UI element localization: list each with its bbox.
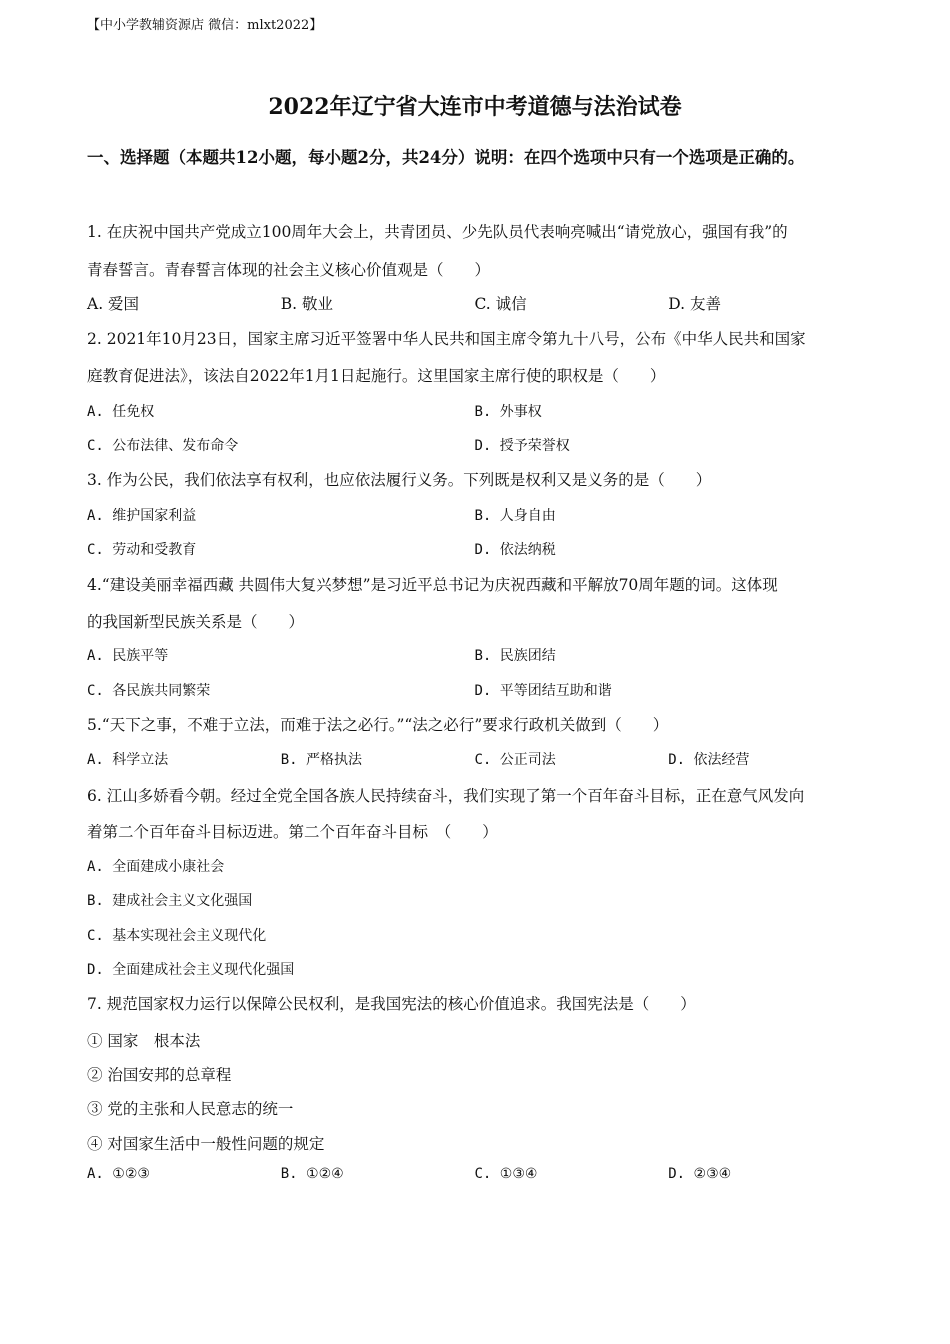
page-title: 2022年辽宁省大连市中考道德与法治试卷	[268, 94, 682, 120]
q4-options-row2	[87, 680, 862, 700]
q2-stem-line: 庭教育促进法》，该法自2022年1月1日起施行。这里国家主席行使的职权是（ ）	[87, 367, 666, 385]
q7-statement-3: ③ 党的主张和人民意志的统一	[87, 1100, 294, 1118]
q4-option-c: C. 各民族共同繁荣	[87, 683, 211, 699]
q1-stem-line: 1. 在庆祝中国共产党成立100周年大会上，共青团员、少先队员代表响亮喊出“请党放心，强国有我”的	[87, 223, 788, 241]
q6-stem-line: 6. 江山多娇看今朝。经过全党全国各族人民持续奋斗，我们实现了第一个百年奋斗目标，正在意气风发向	[87, 787, 805, 805]
q2-options-row1	[87, 401, 862, 421]
q5-option-b: B. 严格执法	[280, 752, 363, 768]
q1-option-d: D. 友善	[668, 295, 721, 313]
q1-stem-line: 青春誓言。青春誓言体现的社会主义核心价值观是（ ）	[87, 261, 491, 279]
q4-options-row1	[87, 645, 862, 665]
q7-option-b: B. ①②④	[280, 1166, 344, 1182]
q7-statement-4: ④ 对国家生活中一般性问题的规定	[87, 1135, 325, 1153]
q4-option-a: A. 民族平等	[87, 648, 169, 664]
q2-option-d: D. 授予荣誉权	[474, 438, 570, 454]
q6-option-b: B. 建成社会主义文化强国	[87, 893, 253, 909]
q3-option-d: D. 依法纳税	[474, 542, 556, 558]
q7-statement-2: ② 治国安邦的总章程	[87, 1066, 232, 1084]
q7-stem-line: 7. 规范国家权力运行以保障公民权利，是我国宪法的核心价值追求。我国宪法是（ ）	[87, 995, 696, 1013]
q3-options-row2	[87, 539, 862, 559]
q5-options	[87, 749, 862, 769]
q5-option-d: D. 依法经营	[668, 752, 750, 768]
q7-option-a: A. ①②③	[87, 1166, 150, 1182]
q4-option-b: B. 民族团结	[474, 648, 556, 664]
q1-option-a: A. 爱国	[87, 295, 140, 313]
q2-options-row2	[87, 435, 862, 455]
q6-stem-line: 着第二个百年奋斗目标迈进。第二个百年奋斗目标 （ ）	[87, 823, 498, 841]
q7-option-c: C. ①③④	[474, 1166, 538, 1182]
q3-options-row1	[87, 505, 862, 525]
q4-stem-line: 的我国新型民族关系是（ ）	[87, 613, 305, 631]
q1-option-b: B. 敬业	[280, 295, 333, 313]
q5-stem-line: 5.“天下之事，不难于立法，而难于法之必行。”“法之必行”要求行政机关做到（ ）	[87, 716, 669, 734]
q3-option-a: A. 维护国家利益	[87, 508, 197, 524]
q4-option-d: D. 平等团结互助和谐	[474, 683, 612, 699]
q5-option-a: A. 科学立法	[87, 752, 169, 768]
q3-option-b: B. 人身自由	[474, 508, 556, 524]
section-heading: 一、选择题（本题共12小题，每小题2分，共24分）说明：在四个选项中只有一个选项是正确的。	[87, 148, 805, 167]
q7-options	[87, 1166, 862, 1182]
q2-option-c: C. 公布法律、发布命令	[87, 438, 239, 454]
q1-option-c: C. 诚信	[474, 295, 527, 313]
q4-stem-line: 4.“建设美丽幸福西藏 共圆伟大复兴梦想”是习近平总书记为庆祝西藏和平解放70周年题的词。这体现	[87, 576, 778, 594]
q2-option-b: B. 外事权	[474, 404, 542, 420]
q2-option-a: A. 任免权	[87, 404, 155, 420]
q7-option-d: D. ②③④	[668, 1166, 732, 1182]
header-note: 【中小学教辅资源店 微信：mlxt2022】	[87, 18, 323, 33]
q5-option-c: C. 公正司法	[474, 752, 556, 768]
q1-options	[87, 292, 862, 314]
q6-option-d: D. 全面建成社会主义现代化强国	[87, 962, 295, 978]
q7-statement-1: ① 国家 根本法	[87, 1032, 201, 1050]
q3-option-c: C. 劳动和受教育	[87, 542, 197, 558]
q2-stem-line: 2. 2021年10月23日，国家主席习近平签署中华人民共和国主席令第九十八号，公布《中华人民共和国家	[87, 330, 806, 348]
q6-option-c: C. 基本实现社会主义现代化	[87, 928, 267, 944]
q6-option-a: A. 全面建成小康社会	[87, 859, 225, 875]
q3-stem-line: 3. 作为公民，我们依法享有权利，也应依法履行义务。下列既是权利又是义务的是（ ）	[87, 471, 712, 489]
